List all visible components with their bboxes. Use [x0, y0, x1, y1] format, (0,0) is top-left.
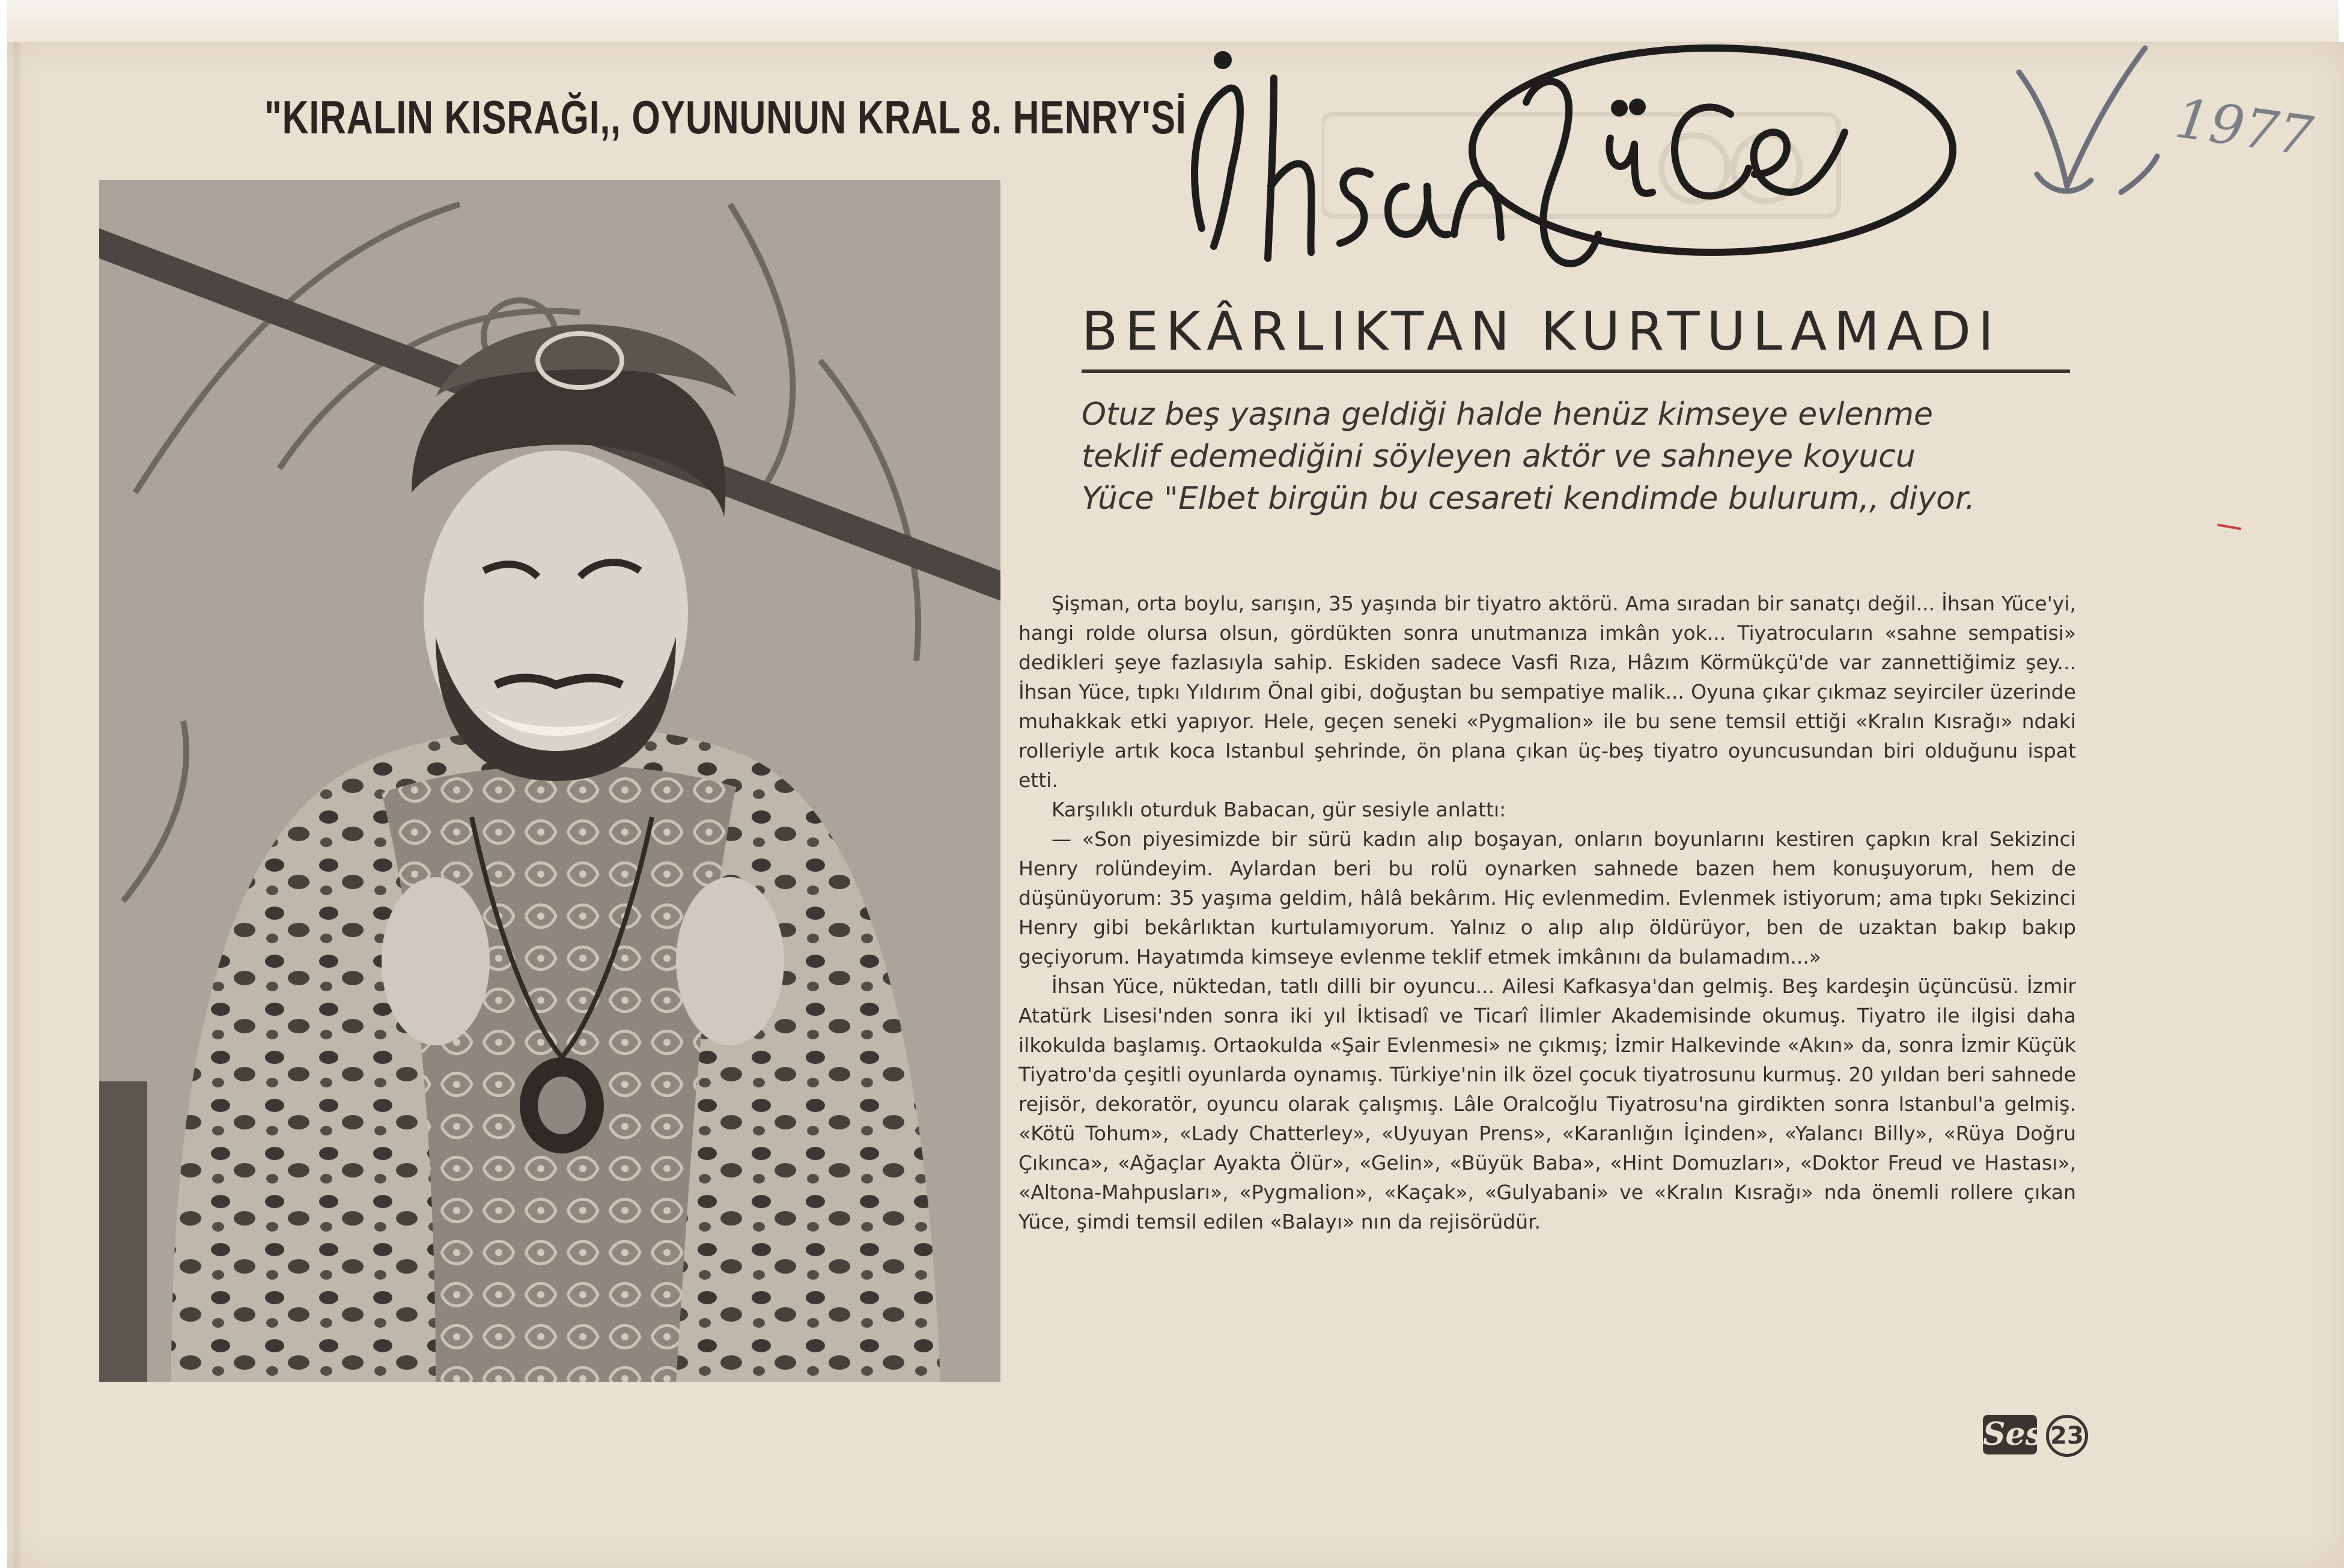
main-headline: BEKÂRLIKTAN KURTULAMADI: [1082, 300, 2001, 362]
actor-photograph: [99, 180, 1000, 1382]
article-body: [1018, 589, 2076, 1236]
body-paragraph: Şişman, orta boylu, sarışın, 35 yaşında bir tiyatro aktörü. Ama sıradan bir sanatçı değil... İhsan Yüce'yi, hangi rolde olursa olsun, gördükten sonra unutmanıza imkân yok... Tiyatrocuların «sahne sempatisi» dedikleri şeye fazlasıyla sahip. Eskiden sadece Vasfi Rıza, Hâzım Körmükçü'de var zannettiğimiz şey... İhsan Yüce, tıpkı Yıldırım Önal gibi, doğuştan bu sempatiye malik... Oyuna çıkar çıkmaz seyirciler üzerinde muhakkak etki yapıyor. Hele, geçen seneki «Pygmalion» ile bu sene temsil ettiği «Kralın Kısrağı» ndaki rolleriyle artık koca Istanbul şehrinde, ön plana çıkan üç-beş tiyatro oyuncusundan biri olduğunu ispat etti.: [1018, 592, 2076, 792]
body-paragraph: İhsan Yüce, nüktedan, tatlı dilli bir oyuncu... Ailesi Kafkasya'dan gelmiş. Beş kardeşin üçüncüsü. İzmir Atatürk Lisesi'nden sonra iki yıl İktisadî ve Ticarî İlimler Akademisinde okumuş. Tiyatro ile ilgisi daha ilkokulda başlamış. Ortaokulda «Şair Evlenmesi» ne çıkmış; İzmir Halkevinde «Akın» da, sonra İzmir Küçük Tiyatro'da çeşitli oyunlarda oynamış. Türkiye'nin ilk özel çocuk tiyatrosunu kurmuş. 20 yıldan beri sahnede rejisör, dekoratör, oyuncu olarak çalışmış. Lâle Oralcoğlu Tiyatrosu'na girdikten sonra Istanbul'a gelmiş. «Kötü Tohum», «Lady Chatterley», «Uyuyan Prens», «Karanlığın İçinden», «Yalancı Billy», «Rüya Doğru Çıkınca», «Ağaçlar Ayakta Ölür», «Gelin», «Büyük Baba», «Hint Domuzları», «Doktor Freud ve Hastası», «Altona-Mahpusları», «Pygmalion», «Kaçak», «Gulyabani» ve «Kralın Kısrağı» nda önemli rollere çıkan Yüce, şimdi temsil edilen «Balayı» nın da rejisörüdür.: [1018, 974, 2076, 1233]
handwritten-signature: [1154, 36, 1995, 288]
deck-line: Yüce "Elbet birgün bu cesareti kendimde bulurum,, diyor.: [1082, 481, 1976, 517]
deck-text: [1082, 394, 2055, 520]
kicker-headline: "KIRALIN KISRAĞI,, OYUNUNUN KRAL 8. HENRY'Sİ: [264, 91, 1187, 144]
handwritten-year: 1977: [2171, 87, 2317, 169]
page-number: 23: [2046, 1415, 2088, 1457]
body-paragraph: — «Son piyesimizde bir sürü kadın alıp boşayan, onların boyunlarını kestiren çapkın kral Sekizinci Henry rolündeyim. Aylardan beri bu rolü oynarken sahnede bazen hem konuşuyorum, hem de düşünüyorum: 35 yaşıma geldim, hâlâ bekârım. Hiç evlenmedim. Evlenmek istiyorum; ama tıpkı Sekizinci Henry gibi bekârlıktan kurtulamıyorum. Yalnız o alıp alıp öldürüyor, ben de uzaktan bakıp bakıp geçiyorum. Hayatımda kimseye evlenme teklif etmek imkânını da bulamadım...»: [1018, 827, 2076, 968]
deck-line: teklif edemediğini söyleyen aktör ve sahneye koyucu: [1082, 439, 1916, 475]
deck-line: Otuz beş yaşına geldiği halde henüz kimseye evlenme: [1082, 397, 1934, 433]
body-paragraph: Karşılıklı oturduk Babacan, gür sesiyle anlattı:: [1052, 798, 1506, 821]
magazine-logo: Ses: [1983, 1415, 2037, 1454]
paper-crease: [13, 42, 20, 1568]
headline-rule: [1082, 369, 2070, 373]
handwritten-check-mark: [2001, 36, 2181, 216]
